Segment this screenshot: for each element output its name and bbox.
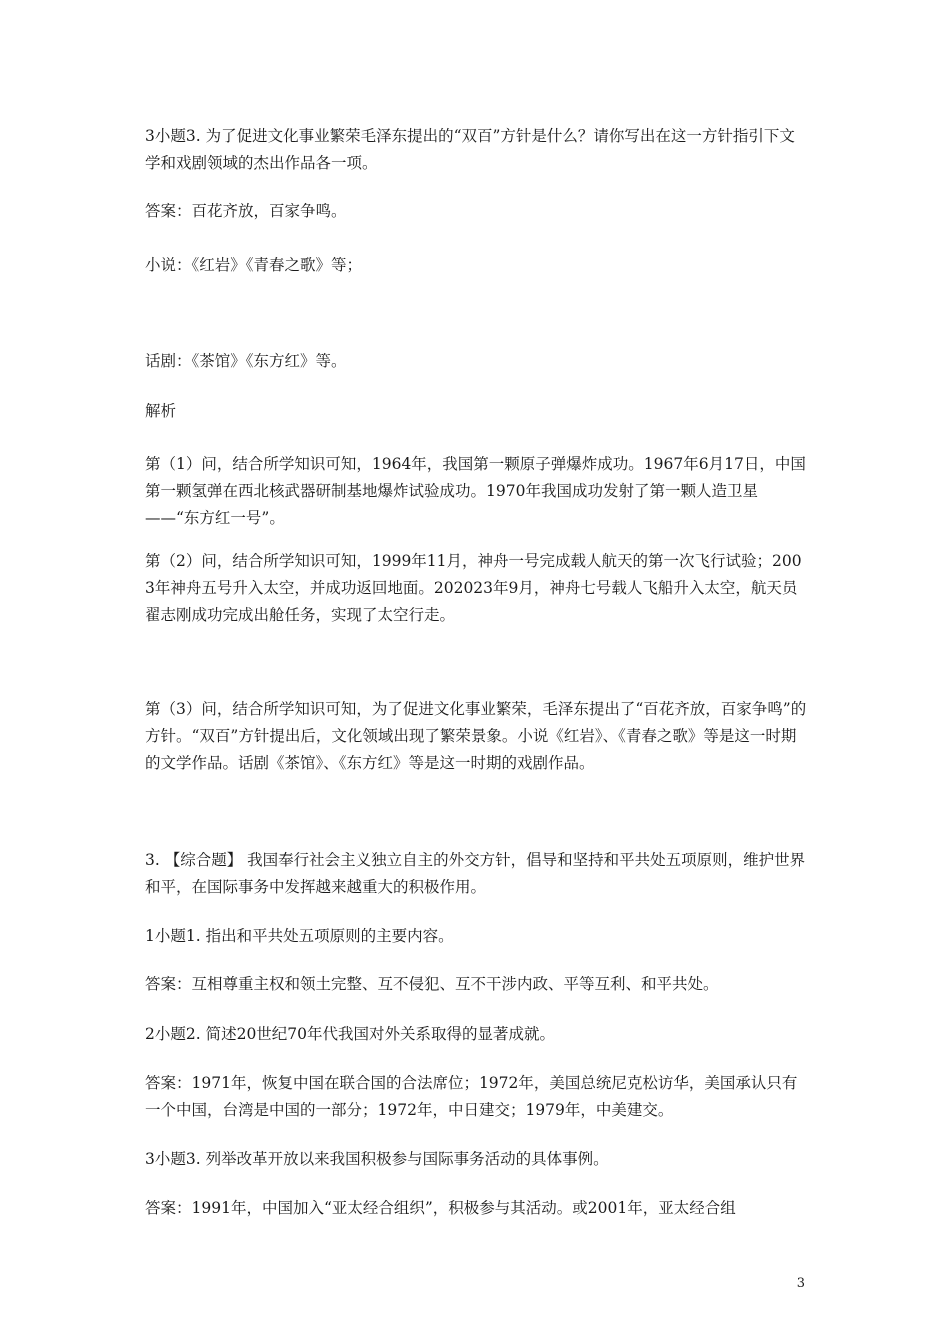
analysis-part-3: 第（3）问，结合所学知识可知，为了促进文化事业繁荣，毛泽东提出了“百花齐放，百家争鸣”的方针。“双百”方针提出后，文化领域出现了繁荣景象。小说《红岩》、《青春之歌》等是这一时期的文学作品。话剧《茶馆》、《东方红》等是这一时期的戏剧作品。 [145, 700, 807, 772]
analysis-part-2: 第（2）问，结合所学知识可知，1999年11月，神舟一号完成载人航天的第一次飞行试验；2003年神舟五号升入太空，并成功返回地面。202023年9月，神舟七号载人飞船升入太空，航天员翟志刚成功完成出舱任务，实现了太空行走。 [145, 552, 802, 624]
answer-2: 答案：1971年，恢复中国在联合国的合法席位；1972年，美国总统尼克松访华，美国承认只有一个中国，台湾是中国的一部分；1972年，中日建交；1979年，中美建交。 [145, 1074, 798, 1119]
answer-1: 答案：互相尊重主权和领土完整、互不侵犯、互不干涉内政、平等互利、和平共处。 [145, 975, 719, 993]
answer-3: 答案：1991年，中国加入“亚太经合组织”，积极参与其活动。或2001年，亚太经合组 [145, 1199, 736, 1217]
subquestion-3: 3小题3. 列举改革开放以来我国积极参与国际事务活动的具体事例。 [145, 1150, 609, 1168]
question-3-3-text: 3小题3. 为了促进文化事业繁荣毛泽东提出的“双百”方针是什么？请你写出在这一方针指引下文学和戏剧领域的杰出作品各一项。 [145, 127, 795, 172]
analysis-part-1: 第（1）问，结合所学知识可知，1964年，我国第一颗原子弹爆炸成功。1967年6月17日，中国第一颗氢弹在西北核武器研制基地爆炸试验成功。1970年我国成功发射了第一颗人造卫星——“东方红一号”。 [145, 455, 806, 527]
analysis-heading: 解析 [145, 402, 177, 420]
page-number: 3 [796, 1276, 805, 1291]
answer-dramas: 话剧：《茶馆》《东方红》等。 [145, 352, 347, 370]
question-3-stem: 3. 【综合题】 我国奉行社会主义独立自主的外交方针，倡导和坚持和平共处五项原则，维护世界和平，在国际事务中发挥越来越重大的积极作用。 [145, 851, 806, 896]
answer-shuangbai: 答案：百花齐放，百家争鸣。 [145, 202, 347, 220]
subquestion-2: 2小题2. 简述20世纪70年代我国对外关系取得的显著成就。 [145, 1025, 556, 1043]
answer-novels: 小说：《红岩》《青春之歌》等； [145, 256, 363, 274]
subquestion-1: 1小题1. 指出和平共处五项原则的主要内容。 [145, 927, 454, 945]
